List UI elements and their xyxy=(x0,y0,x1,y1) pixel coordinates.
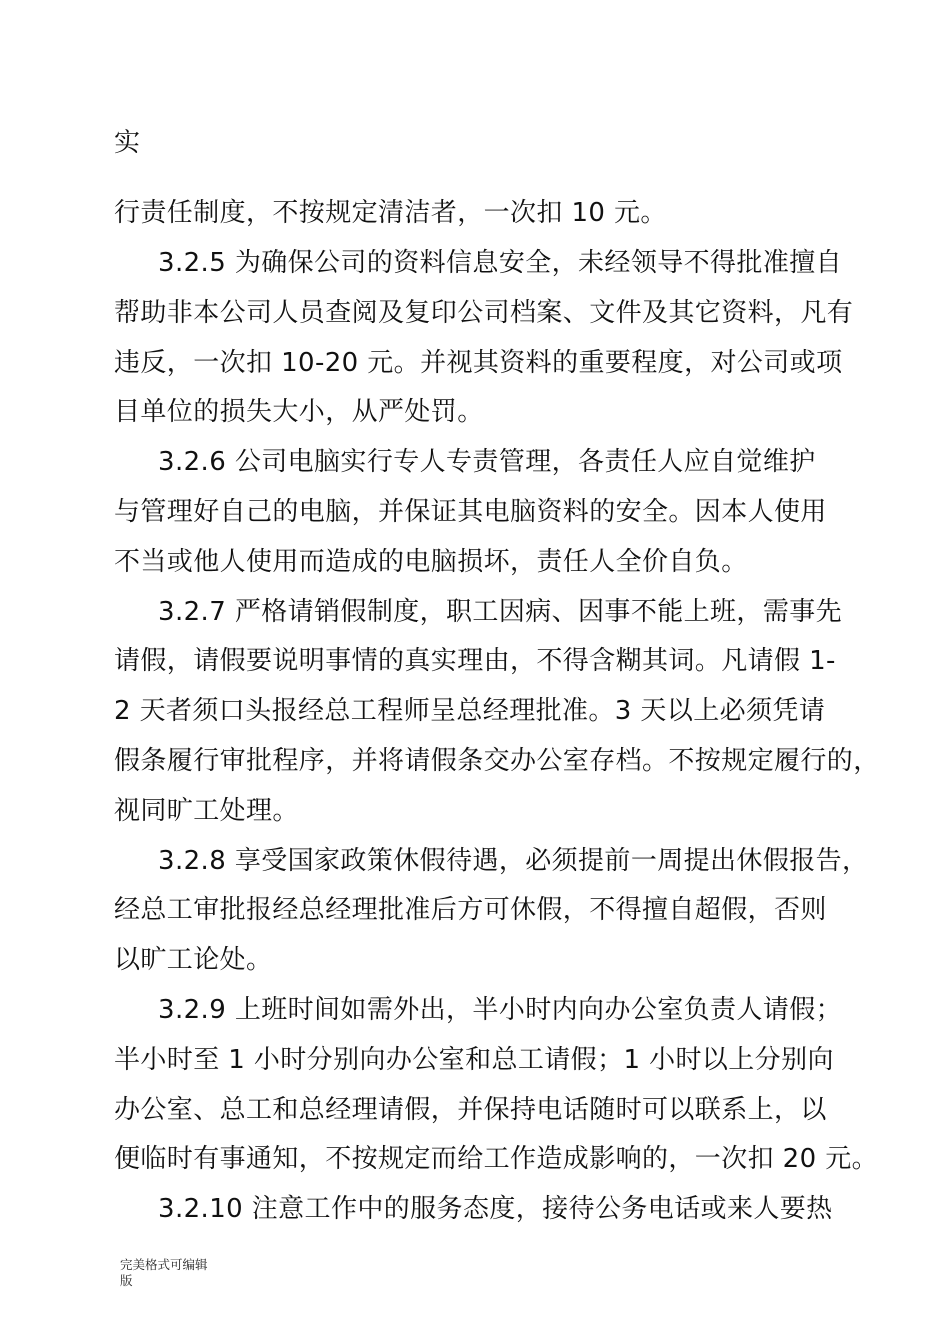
clause-3-2-9-heading-line: 3.2.9 上班时间如需外出，半小时内向办公室负责人请假； xyxy=(158,995,843,1025)
text-line-14: 视同旷工处理。 xyxy=(114,796,299,826)
footer-note-line-1: 完美格式可编辑 xyxy=(120,1257,208,1272)
text-line-11: 请假，请假要说明事情的真实理由，不得含糊其词。凡请假 1- xyxy=(114,646,836,676)
text-line-8: 与管理好自己的电脑，并保证其电脑资料的安全。因本人使用 xyxy=(114,497,827,527)
text-line-1: 实 xyxy=(114,128,141,158)
text-line-5: 违反，一次扣 10-20 元。并视其资料的重要程度，对公司或项 xyxy=(114,348,843,378)
text-line-4: 帮助非本公司人员查阅及复印公司档案、文件及其它资料，凡有 xyxy=(114,298,854,328)
text-line-2: 行责任制度，不按规定清洁者，一次扣 10 元。 xyxy=(114,198,667,228)
clause-3-2-10-heading-line: 3.2.10 注意工作中的服务态度，接待公务电话或来人要热 xyxy=(158,1194,833,1224)
text-line-12: 2 天者须口头报经总工程师呈总经理批准。3 天以上必须凭请 xyxy=(114,696,826,726)
text-line-9: 不当或他人使用而造成的电脑损坏，责任人全价自负。 xyxy=(114,547,748,577)
text-line-17: 以旷工论处。 xyxy=(114,945,273,975)
text-line-19: 半小时至 1 小时分别向办公室和总工请假；1 小时以上分别向 xyxy=(114,1045,834,1075)
text-line-21: 便临时有事通知，不按规定而给工作造成影响的，一次扣 20 元。 xyxy=(114,1144,879,1174)
clause-3-2-6-heading-line: 3.2.6 公司电脑实行专人专责管理，各责任人应自觉维护 xyxy=(158,447,816,477)
text-line-6: 目单位的损失大小，从严处罚。 xyxy=(114,397,484,427)
clause-3-2-7-heading-line: 3.2.7 严格请销假制度，职工因病、因事不能上班，需事先 xyxy=(158,597,843,627)
footer-note-line-2: 版 xyxy=(120,1273,133,1288)
text-line-20: 办公室、总工和总经理请假，并保持电话随时可以联系上，以 xyxy=(114,1095,827,1125)
clause-3-2-8-heading-line: 3.2.8 享受国家政策休假待遇，必须提前一周提出休假报告， xyxy=(158,846,869,876)
text-line-16: 经总工审批报经总经理批准后方可休假，不得擅自超假，否则 xyxy=(114,895,827,925)
clause-3-2-5-heading-line: 3.2.5 为确保公司的资料信息安全，未经领导不得批准擅自 xyxy=(158,248,843,278)
text-line-13: 假条履行审批程序，并将请假条交办公室存档。不按规定履行的， xyxy=(114,746,880,776)
